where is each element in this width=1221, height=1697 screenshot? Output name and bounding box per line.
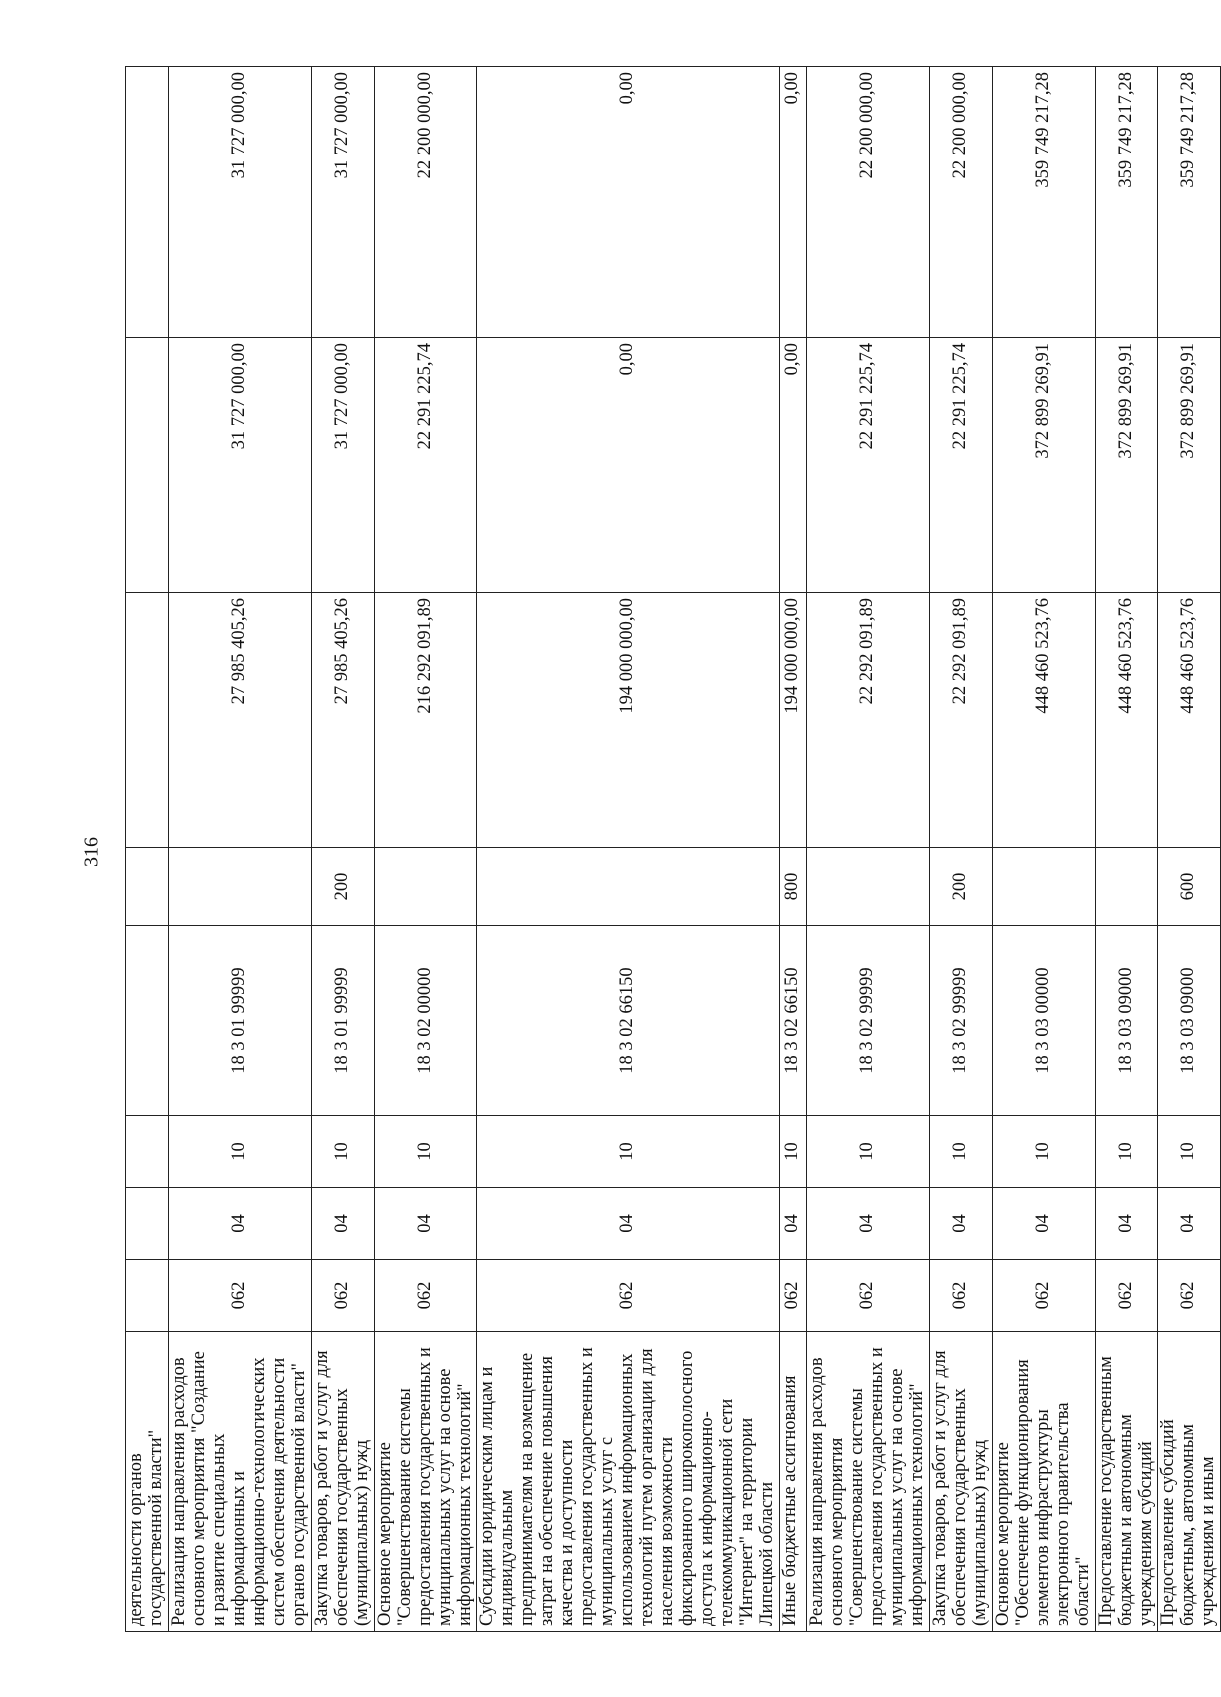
budget-table (125, 66, 1221, 1632)
row-name: Реализация направления расходов основного мероприятия "Совершенствование системы предоставления государственных и муниципальных услуг на основе информационных технологий" (807, 1332, 930, 1632)
subsection-code: 10 (477, 1116, 780, 1188)
amount-year-3: 31 727 000,00 (311, 67, 374, 338)
row-name: Закупка товаров, работ и услуг для обеспечения государственных (муниципальных) нужд (929, 1332, 992, 1632)
section-code: 04 (780, 1188, 807, 1260)
target-article (126, 926, 169, 1116)
target-article: 18 3 01 99999 (311, 926, 374, 1116)
ministry-code: 062 (780, 1260, 807, 1332)
expense-type: 200 (311, 848, 374, 926)
expense-type (477, 848, 780, 926)
amount-year-1: 216 292 091,89 (374, 593, 477, 848)
ministry-code: 062 (477, 1260, 780, 1332)
amount-year-1: 27 985 405,26 (168, 593, 311, 848)
table-row (807, 67, 930, 1632)
amount-year-2: 372 899 269,91 (1158, 338, 1221, 593)
expense-type (126, 848, 169, 926)
section-code (126, 1188, 169, 1260)
subsection-code: 10 (929, 1116, 992, 1188)
row-name: Предоставление субсидий бюджетным, автономным учреждениям и иным (1158, 1332, 1221, 1632)
amount-year-1: 448 460 523,76 (1095, 593, 1158, 848)
amount-year-2: 22 291 225,74 (374, 338, 477, 593)
amount-year-1: 448 460 523,76 (1158, 593, 1221, 848)
table-row (992, 67, 1095, 1632)
row-name: Закупка товаров, работ и услуг для обеспечения государственных (муниципальных) нужд (311, 1332, 374, 1632)
target-article: 18 3 02 99999 (929, 926, 992, 1116)
row-name: Основное мероприятие "Обеспечение функционирования элементов инфраструктуры электронного правительства области" (992, 1332, 1095, 1632)
expense-type (168, 848, 311, 926)
section-code: 04 (374, 1188, 477, 1260)
target-article: 18 3 03 09000 (1095, 926, 1158, 1116)
ministry-code: 062 (807, 1260, 930, 1332)
amount-year-2: 372 899 269,91 (1095, 338, 1158, 593)
amount-year-3: 359 749 217,28 (1095, 67, 1158, 338)
table-row (1158, 67, 1221, 1632)
section-code: 04 (1158, 1188, 1221, 1260)
amount-year-3: 359 749 217,28 (992, 67, 1095, 338)
row-name: Субсидии юридическим лицам и индивидуальным предпринимателям на возмещение затрат на обеспечение повышения качества и доступности предоставления государственных и муниципальных услуг с использованием информационных технологий путем организации для населения возможности фиксированного широкополосного доступа к информационно-телекоммуникационной сети "Интернет" на территории Липецкой области (477, 1332, 780, 1632)
amount-year-2: 0,00 (477, 338, 780, 593)
row-name: деятельности органов государственной власти" (126, 1332, 169, 1632)
section-code: 04 (1095, 1188, 1158, 1260)
target-article: 18 3 03 00000 (992, 926, 1095, 1116)
subsection-code: 10 (1158, 1116, 1221, 1188)
row-name: Предоставление государственным бюджетным и автономным учреждениям субсидий (1095, 1332, 1158, 1632)
subsection-code: 10 (992, 1116, 1095, 1188)
amount-year-1: 22 292 091,89 (807, 593, 930, 848)
expense-type: 800 (780, 848, 807, 926)
section-code: 04 (311, 1188, 374, 1260)
target-article: 18 3 03 09000 (1158, 926, 1221, 1116)
amount-year-2: 0,00 (780, 338, 807, 593)
subsection-code: 10 (311, 1116, 374, 1188)
table-row (374, 67, 477, 1632)
amount-year-3: 0,00 (780, 67, 807, 338)
amount-year-1: 22 292 091,89 (929, 593, 992, 848)
amount-year-1: 448 460 523,76 (992, 593, 1095, 848)
ministry-code (126, 1260, 169, 1332)
amount-year-2: 31 727 000,00 (311, 338, 374, 593)
target-article: 18 3 02 66150 (780, 926, 807, 1116)
ministry-code: 062 (311, 1260, 374, 1332)
table-row (1095, 67, 1158, 1632)
target-article: 18 3 02 00000 (374, 926, 477, 1116)
section-code: 04 (477, 1188, 780, 1260)
section-code: 04 (929, 1188, 992, 1260)
amount-year-1: 194 000 000,00 (780, 593, 807, 848)
ministry-code: 062 (168, 1260, 311, 1332)
subsection-code: 10 (780, 1116, 807, 1188)
section-code: 04 (168, 1188, 311, 1260)
table-row (311, 67, 374, 1632)
table-row (477, 67, 780, 1632)
expense-type (807, 848, 930, 926)
section-code: 04 (992, 1188, 1095, 1260)
row-name: Основное мероприятие "Совершенствование системы предоставления государственных и муниципальных услуг на основе информационных технологий" (374, 1332, 477, 1632)
amount-year-1 (126, 593, 169, 848)
amount-year-2: 372 899 269,91 (992, 338, 1095, 593)
amount-year-1: 194 000 000,00 (477, 593, 780, 848)
page-number: 316 (80, 837, 103, 867)
amount-year-3 (126, 67, 169, 338)
amount-year-3: 22 200 000,00 (807, 67, 930, 338)
amount-year-3: 359 749 217,28 (1158, 67, 1221, 338)
amount-year-1: 27 985 405,26 (311, 593, 374, 848)
ministry-code: 062 (374, 1260, 477, 1332)
ministry-code: 062 (992, 1260, 1095, 1332)
section-code: 04 (807, 1188, 930, 1260)
ministry-code: 062 (1158, 1260, 1221, 1332)
subsection-code (126, 1116, 169, 1188)
ministry-code: 062 (1095, 1260, 1158, 1332)
table-row (126, 67, 169, 1632)
table-row (168, 67, 311, 1632)
amount-year-2: 22 291 225,74 (929, 338, 992, 593)
amount-year-2: 22 291 225,74 (807, 338, 930, 593)
expense-type (374, 848, 477, 926)
subsection-code: 10 (374, 1116, 477, 1188)
ministry-code: 062 (929, 1260, 992, 1332)
amount-year-3: 31 727 000,00 (168, 67, 311, 338)
expense-type: 200 (929, 848, 992, 926)
amount-year-2: 31 727 000,00 (168, 338, 311, 593)
target-article: 18 3 02 66150 (477, 926, 780, 1116)
budget-table-container (125, 66, 1221, 1632)
expense-type (992, 848, 1095, 926)
subsection-code: 10 (807, 1116, 930, 1188)
expense-type: 600 (1158, 848, 1221, 926)
amount-year-2 (126, 338, 169, 593)
table-row (780, 67, 807, 1632)
expense-type (1095, 848, 1158, 926)
subsection-code: 10 (168, 1116, 311, 1188)
amount-year-3: 22 200 000,00 (374, 67, 477, 338)
table-row (929, 67, 992, 1632)
target-article: 18 3 01 99999 (168, 926, 311, 1116)
target-article: 18 3 02 99999 (807, 926, 930, 1116)
row-name: Иные бюджетные ассигнования (780, 1332, 807, 1632)
amount-year-3: 22 200 000,00 (929, 67, 992, 338)
row-name: Реализация направления расходов основного мероприятия "Создание и развитие специальных информационных и информационно-технологических систем обеспечения деятельности органов государственной власти" (168, 1332, 311, 1632)
subsection-code: 10 (1095, 1116, 1158, 1188)
amount-year-3: 0,00 (477, 67, 780, 338)
